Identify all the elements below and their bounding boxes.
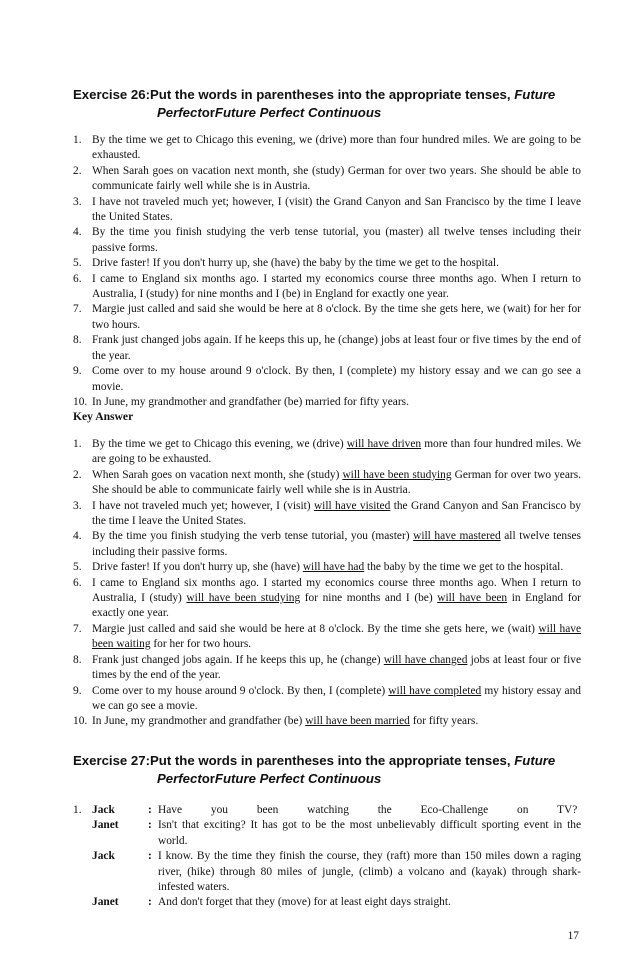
answer-verb: will have mastered bbox=[413, 530, 501, 543]
answer-text: I have not traveled much yet; however, I (visit) will have visited the Grand Canyon and San Francisco by the time I leave the United States. bbox=[92, 499, 581, 528]
exercise-26-label: Exercise 26: bbox=[73, 87, 150, 102]
answer-verb: will have been studying bbox=[342, 468, 452, 481]
question-number: 9. bbox=[73, 365, 82, 378]
question-number: 1. bbox=[73, 134, 82, 146]
question-text: Drive faster! If you don't hurry up, she (have) the baby by the time we get to the hospital. bbox=[92, 257, 499, 270]
question-number: 3. bbox=[73, 195, 82, 208]
page-number: 17 bbox=[567, 930, 579, 942]
question-text: By the time we get to Chicago this evening, we (drive) more than four hundred miles. We are going to be exhausted. bbox=[92, 134, 581, 162]
question-item bbox=[73, 333, 581, 364]
answer-number: 9. bbox=[73, 684, 82, 697]
speaker-name: Janet bbox=[92, 896, 119, 909]
answer-verb: will have completed bbox=[388, 684, 482, 697]
question-text: Margie just called and said she would be here at 8 o'clock. By the time she gets here, we (wait) for her for two hours. bbox=[92, 303, 581, 331]
exercise-26-heading-line2: Perfect or Future Perfect Continuous bbox=[157, 105, 382, 120]
answer-verb: will have driven bbox=[346, 438, 422, 450]
answer-text: When Sarah goes on vacation next month, she (study) will have been studying German for over two years. She should be able to communicate fairly well while she is in Austria. bbox=[92, 468, 581, 497]
answer-number: 8. bbox=[73, 653, 82, 666]
question-number: 7. bbox=[73, 303, 82, 316]
question-number: 6. bbox=[73, 272, 82, 285]
dialogue-line: Janet : Isn't that exciting? It has got to be the most unbelievably difficult sporting event in the world. bbox=[92, 818, 581, 849]
answer-item bbox=[73, 437, 581, 468]
speaker-name: Jack bbox=[92, 804, 115, 816]
answer-text: In June, my grandmother and grandfather (be) will have been married for fifty years. bbox=[92, 715, 479, 728]
answer-number: 3. bbox=[73, 499, 82, 512]
answer-item bbox=[73, 653, 581, 684]
question-number: 2. bbox=[73, 164, 82, 177]
exercise-27-instruction: Put the words in parentheses into the appropriate tenses, bbox=[150, 753, 515, 768]
answer-item bbox=[73, 714, 581, 729]
question-number: 4. bbox=[73, 226, 82, 239]
answer-number: 4. bbox=[73, 530, 82, 543]
answer-item bbox=[73, 684, 581, 715]
question-text: When Sarah goes on vacation next month, she (study) German for over two years. She should be able to communicate fairly well while she is in Austria. bbox=[92, 164, 581, 193]
answer-text: By the time we get to Chicago this evening, we (drive) will have driven more than four hundred miles. We are going to be exhausted. bbox=[92, 438, 581, 466]
answer-verb: will have been bbox=[437, 592, 508, 605]
question-item bbox=[73, 256, 581, 271]
dialogue-line: Jack : Have you been watching the Eco-Challenge on TV? bbox=[92, 803, 581, 818]
question-item bbox=[73, 133, 581, 164]
answer-verb: will have had bbox=[302, 561, 365, 574]
answer-verb: will have been married bbox=[305, 715, 410, 728]
exercise-26-questions bbox=[73, 133, 581, 410]
answer-number: 6. bbox=[73, 576, 82, 589]
exercise-27-dialogue bbox=[73, 803, 581, 911]
question-item bbox=[73, 272, 581, 303]
dialogue-line: Janet : And don't forget that they (move) for at least eight days straight. bbox=[92, 895, 581, 910]
answer-text: Come over to my house around 9 o'clock. By then, I (complete) will have completed my history essay and we can go see a movie. bbox=[92, 684, 581, 712]
dialogue-text: Isn't that exciting? It has got to be the most unbelievably difficult sporting event in the world. bbox=[158, 819, 581, 847]
question-text: In June, my grandmother and grandfather (be) married for fifty years. bbox=[92, 395, 409, 408]
question-text: Come over to my house around 9 o'clock. By then, I (complete) my history essay and we can go see a movie. bbox=[92, 365, 581, 393]
answer-item bbox=[73, 576, 581, 622]
exercise-26-heading: Exercise 26: Put the words in parentheses into the appropriate tenses, Future bbox=[73, 87, 556, 102]
answer-verb: will have been waiting bbox=[92, 622, 582, 651]
question-text: By the time you finish studying the verb tense tutorial, you (master) all twelve tenses including their passive forms. bbox=[92, 226, 581, 254]
question-item bbox=[73, 302, 581, 333]
answer-text: I came to England six months ago. I started my economics course three months ago. When I return to Australia, I (study) will have been studying for nine months and I (be) will have been in England for exactly one year. bbox=[92, 576, 581, 620]
key-answer-heading: Key Answer bbox=[73, 410, 134, 423]
answer-text: Drive faster! If you don't hurry up, she (have) will have had the baby by the time we get to the hospital. bbox=[92, 561, 564, 574]
dialogue-line: Jack : I know. By the time they finish the course, they (raft) more than 150 miles down a raging river, (hike) through 80 miles of jungle, (climb) a volcano and (kayak) through shark-infested waters. bbox=[92, 849, 581, 895]
question-number: 10. bbox=[73, 395, 88, 408]
dialogue-text: I know. By the time they finish the course, they (raft) more than 150 miles down a raging river, (hike) through 80 miles of jungle, (climb) a volcano and (kayak) through shark-infested waters. bbox=[158, 850, 581, 894]
dialogue-text: And don't forget that they (move) for at least eight days straight. bbox=[158, 896, 451, 909]
dialogue-text: Have you been watching the Eco-Challenge on TV? bbox=[158, 804, 578, 816]
answer-number: 10. bbox=[73, 715, 88, 728]
answer-text: By the time you finish studying the verb tense tutorial, you (master) will have mastered all twelve tenses including their passive forms. bbox=[92, 530, 581, 558]
answer-number: 5. bbox=[73, 561, 82, 574]
question-item bbox=[73, 395, 581, 410]
speaker-name: Janet bbox=[92, 819, 119, 832]
answer-item bbox=[73, 468, 581, 499]
answer-verb: will have been studying bbox=[186, 592, 301, 605]
question-item bbox=[73, 364, 581, 395]
answer-item bbox=[73, 499, 581, 530]
exercise-27-heading: Exercise 27: Put the words in parentheses into the appropriate tenses, Future bbox=[73, 753, 556, 768]
answer-number: 1. bbox=[73, 438, 82, 450]
exercise-26-instruction: Put the words in parentheses into the appropriate tenses, bbox=[150, 87, 515, 102]
question-item bbox=[73, 195, 581, 226]
answer-item bbox=[73, 622, 581, 653]
answer-item bbox=[73, 529, 581, 560]
question-text: I came to England six months ago. I started my economics course three months ago. When I return to Australia, I (study) for nine months and I (be) in England for exactly one year. bbox=[92, 272, 581, 301]
question-text: Frank just changed jobs again. If he keeps this up, he (change) jobs at least four or five times by the end of the year. bbox=[92, 334, 581, 362]
answer-number: 7. bbox=[73, 622, 82, 635]
answer-item bbox=[73, 560, 581, 575]
answer-verb: will have changed bbox=[383, 653, 468, 666]
key-answer-list bbox=[73, 437, 581, 730]
answer-verb: will have visited bbox=[313, 499, 391, 512]
question-number: 8. bbox=[73, 334, 82, 347]
dialogue-number: 1. bbox=[73, 804, 82, 816]
answer-number: 2. bbox=[73, 468, 82, 481]
speaker-name: Jack bbox=[92, 850, 115, 863]
question-item bbox=[73, 225, 581, 256]
question-number: 5. bbox=[73, 257, 82, 270]
question-text: I have not traveled much yet; however, I (visit) the Grand Canyon and San Francisco by the time I leave the United States. bbox=[92, 195, 581, 224]
answer-text: Margie just called and said she would be here at 8 o'clock. By the time she gets here, we (wait) will have been waiting for her for two hours. bbox=[92, 622, 582, 651]
exercise-27-heading-line2: Perfect or Future Perfect Continuous bbox=[157, 771, 382, 786]
answer-text: Frank just changed jobs again. If he keeps this up, he (change) will have changed jobs at least four or five times by the end of the year. bbox=[92, 653, 582, 682]
exercise-27-label: Exercise 27: bbox=[73, 753, 150, 768]
question-item bbox=[73, 164, 581, 195]
